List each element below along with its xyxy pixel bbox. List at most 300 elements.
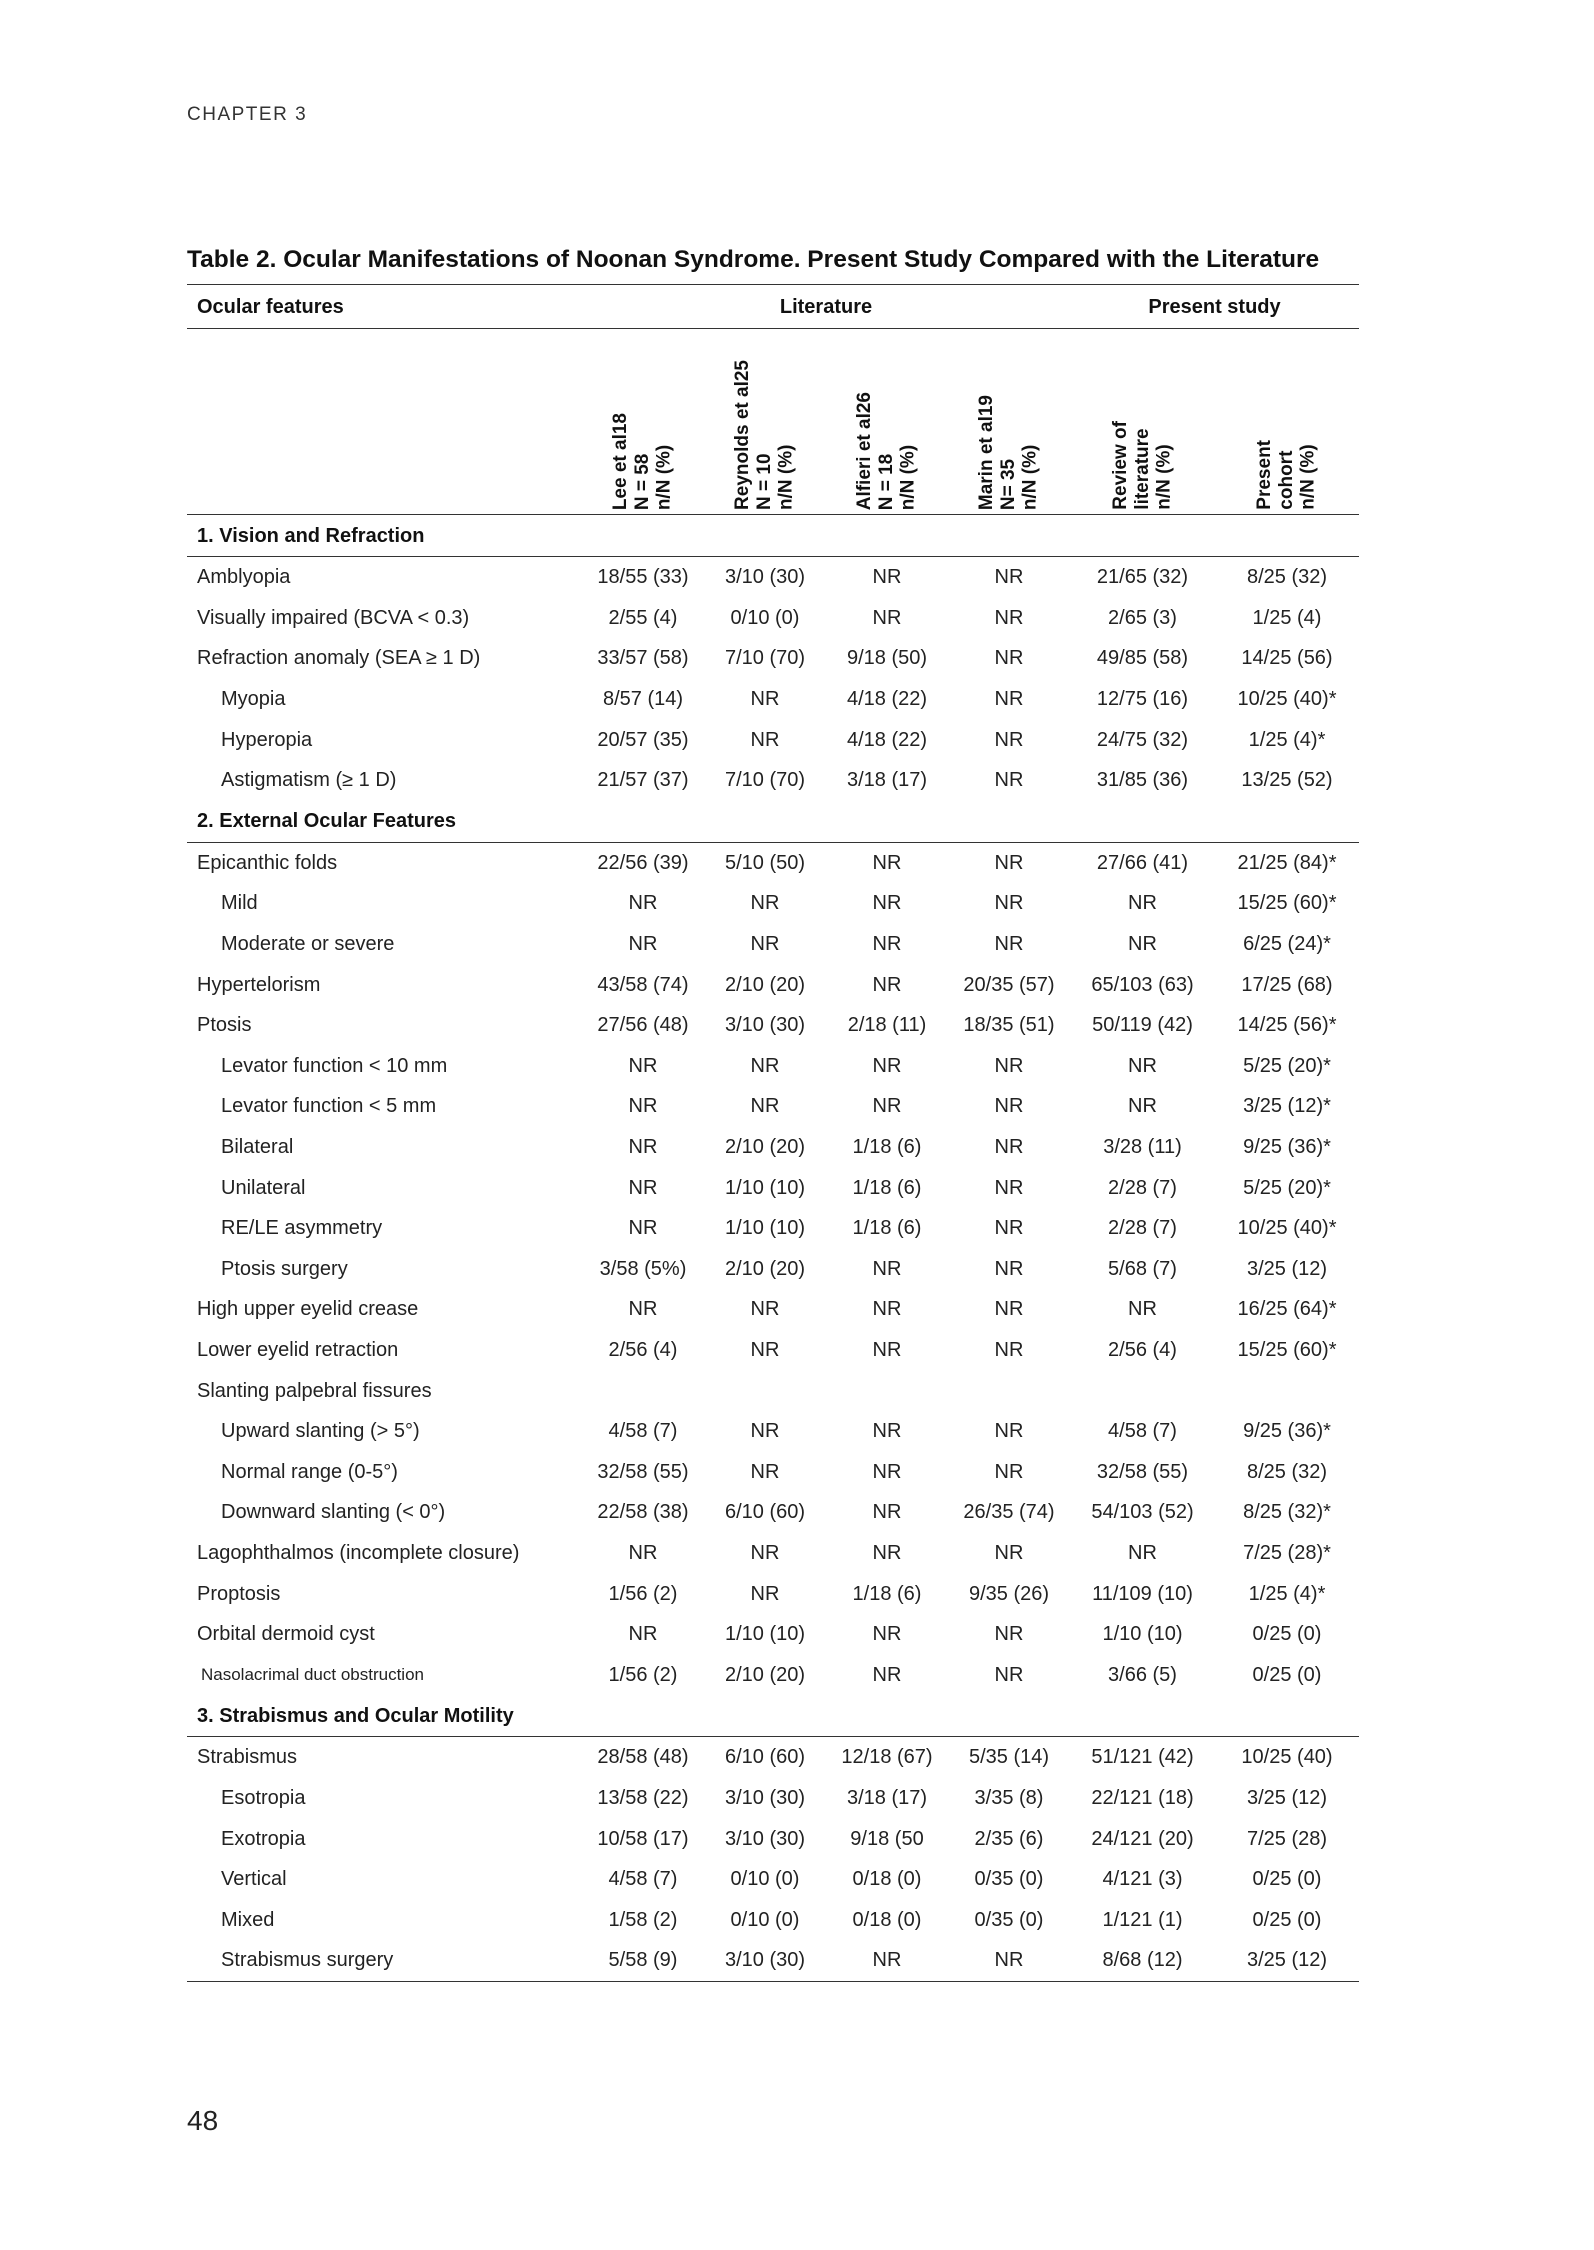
- ocular-manifestations-table: [187, 284, 1359, 1982]
- cell-present: 14/25 (56): [1241, 647, 1333, 670]
- row-label: Strabismus: [197, 1746, 298, 1769]
- row-label: Mild: [221, 892, 258, 915]
- cell-lee: [582, 1370, 704, 1411]
- row-label: Astigmatism (≥ 1 D): [221, 769, 397, 792]
- cell-marin: NR: [994, 1663, 1024, 1686]
- cell-present: 3/25 (12): [1246, 1786, 1328, 1809]
- cell-alfieri: NR: [872, 851, 902, 874]
- cell-marin: NR: [994, 933, 1024, 956]
- cell-marin: NR: [994, 851, 1024, 874]
- cell-reynolds: 2/10 (20): [724, 1257, 806, 1280]
- cell-review: 65/103 (63): [1091, 973, 1194, 996]
- cell-review: NR: [1128, 1541, 1157, 1564]
- column-header-line: N = 58: [632, 453, 654, 510]
- cell-review: 11/109 (10): [1092, 1582, 1193, 1605]
- table-row: [187, 924, 1359, 965]
- column-header-line: n/N (%): [897, 444, 919, 510]
- cell-lee: 10/58 (17): [597, 1827, 689, 1850]
- row-label: Lower eyelid retraction: [197, 1338, 399, 1361]
- cell-marin: 20/35 (57): [963, 973, 1055, 996]
- column-header-line: Alfieri et al26: [854, 391, 876, 510]
- cell-alfieri: [826, 1370, 948, 1411]
- cell-lee: 1/56 (2): [608, 1663, 678, 1686]
- cell-lee: 27/56 (48): [597, 1014, 689, 1037]
- table-row: [187, 1005, 1359, 1046]
- row-label: Ptosis surgery: [221, 1257, 348, 1280]
- table-row: [187, 1899, 1359, 1940]
- table-row: [187, 1573, 1359, 1614]
- cell-present: 10/25 (40)*: [1237, 688, 1337, 711]
- cell-review: 31/85 (36): [1096, 769, 1189, 792]
- table-row: [187, 1249, 1359, 1290]
- cell-present: 15/25 (60)*: [1237, 892, 1337, 915]
- cell-marin: 9/35 (26): [968, 1582, 1050, 1605]
- table-row: [187, 883, 1359, 924]
- cell-review: NR: [1128, 1054, 1157, 1077]
- cell-review: 2/28 (7): [1108, 1176, 1177, 1199]
- cell-lee: NR: [628, 1217, 658, 1240]
- table-row: [187, 638, 1359, 679]
- column-header-review: [1070, 329, 1215, 515]
- cell-lee: 5/58 (9): [582, 1940, 704, 1981]
- cell-lee: NR: [628, 1623, 658, 1646]
- row-label: Upward slanting (> 5°): [221, 1420, 420, 1443]
- table-row: [187, 1859, 1359, 1900]
- cell-alfieri: NR: [872, 1623, 902, 1646]
- cell-alfieri: NR: [872, 973, 902, 996]
- cell-present: 1/25 (4): [1252, 606, 1322, 629]
- cell-reynolds: NR: [750, 688, 780, 711]
- cell-reynolds: 3/10 (30): [724, 1827, 806, 1850]
- cell-present: 8/25 (32): [1246, 1460, 1328, 1483]
- cell-reynolds: 3/10 (30): [704, 1940, 826, 1981]
- cell-marin: 0/35 (0): [974, 1908, 1044, 1931]
- cell-review: 27/66 (41): [1096, 851, 1189, 874]
- cell-review: NR: [1128, 892, 1157, 915]
- table-body: [187, 515, 1359, 1982]
- table-row: [187, 1208, 1359, 1249]
- cell-review: 3/66 (5): [1108, 1663, 1177, 1686]
- column-header-line: n/N (%): [653, 444, 675, 510]
- cell-alfieri: 0/18 (0): [852, 1868, 922, 1891]
- cell-alfieri: 4/18 (22): [846, 728, 928, 751]
- cell-present: 3/25 (12)*: [1243, 1095, 1331, 1118]
- cell-lee: 28/58 (48): [597, 1746, 689, 1769]
- cell-present: 0/25 (0): [1252, 1623, 1322, 1646]
- column-header-line: n/N (%): [1153, 444, 1175, 510]
- cell-lee: NR: [628, 933, 658, 956]
- section-header-row: [187, 801, 1359, 843]
- cell-present: 6/25 (24)*: [1243, 933, 1331, 956]
- cell-alfieri: NR: [872, 933, 902, 956]
- column-header-marin: [948, 329, 1070, 515]
- cell-present: 5/25 (20)*: [1243, 1054, 1331, 1077]
- table-row: [187, 679, 1359, 720]
- row-label: Lagophthalmos (incomplete closure): [197, 1541, 520, 1564]
- cell-marin: 0/35 (0): [974, 1868, 1044, 1891]
- cell-marin: [948, 1370, 1070, 1411]
- table-row: [187, 1492, 1359, 1533]
- cell-alfieri: NR: [872, 1460, 902, 1483]
- cell-lee: NR: [628, 1136, 658, 1159]
- cell-lee: 1/56 (2): [608, 1582, 678, 1605]
- cell-review: 54/103 (52): [1091, 1501, 1194, 1524]
- cell-reynolds: NR: [750, 1420, 780, 1443]
- cell-review: NR: [1128, 1095, 1157, 1118]
- cell-present: 13/25 (52): [1241, 769, 1333, 792]
- header-literature: Literature: [582, 285, 1070, 329]
- header-ocular-features: Ocular features: [187, 285, 582, 329]
- cell-lee: NR: [628, 892, 658, 915]
- cell-present: 9/25 (36)*: [1243, 1136, 1331, 1159]
- cell-reynolds: NR: [750, 892, 780, 915]
- cell-review: 1/10 (10): [1102, 1623, 1183, 1646]
- cell-marin: NR: [994, 688, 1024, 711]
- row-label: Refraction anomaly (SEA ≥ 1 D): [197, 647, 481, 670]
- cell-reynolds: 2/10 (20): [724, 973, 806, 996]
- cell-lee: NR: [628, 1095, 658, 1118]
- cell-reynolds: NR: [750, 1460, 780, 1483]
- table-row: [187, 1533, 1359, 1574]
- cell-marin: 3/35 (8): [974, 1786, 1044, 1809]
- cell-reynolds: 1/10 (10): [724, 1217, 806, 1240]
- cell-review: 21/65 (32): [1096, 566, 1189, 589]
- cell-alfieri: 12/18 (67): [841, 1746, 933, 1769]
- cell-alfieri: NR: [872, 1257, 902, 1280]
- table-row: [187, 1411, 1359, 1452]
- cell-present: 0/25 (0): [1252, 1908, 1322, 1931]
- cell-marin: NR: [994, 1460, 1024, 1483]
- cell-reynolds: NR: [750, 1054, 780, 1077]
- row-label: Amblyopia: [197, 566, 291, 589]
- cell-present: 5/25 (20)*: [1243, 1176, 1331, 1199]
- cell-reynolds: [704, 1370, 826, 1411]
- cell-review: 50/119 (42): [1092, 1014, 1193, 1037]
- row-label: Proptosis: [197, 1582, 281, 1605]
- cell-present: 3/25 (12): [1215, 1940, 1359, 1981]
- cell-marin: NR: [994, 892, 1024, 915]
- cell-present: 0/25 (0): [1252, 1663, 1322, 1686]
- cell-reynolds: NR: [750, 1541, 780, 1564]
- cell-reynolds: 1/10 (10): [724, 1176, 806, 1199]
- cell-present: 7/25 (28): [1246, 1827, 1328, 1850]
- cell-alfieri: 9/18 (50): [846, 647, 928, 670]
- cell-marin: NR: [994, 769, 1024, 792]
- section-title: 2. External Ocular Features: [187, 801, 1359, 843]
- row-label: Levator function < 5 mm: [221, 1095, 437, 1118]
- cell-review: 2/56 (4): [1108, 1338, 1177, 1361]
- cell-reynolds: NR: [750, 1338, 780, 1361]
- page-number: 48: [187, 2105, 219, 2136]
- cell-present: 8/25 (32): [1246, 566, 1328, 589]
- row-label: High upper eyelid crease: [197, 1298, 419, 1321]
- cell-lee: NR: [628, 1176, 658, 1199]
- cell-alfieri: NR: [872, 1501, 902, 1524]
- row-label: Hypertelorism: [197, 973, 321, 996]
- cell-review: 2/65 (3): [1108, 606, 1177, 629]
- cell-review: NR: [1128, 1298, 1157, 1321]
- row-label: Normal range (0-5°): [221, 1460, 398, 1483]
- cell-present: 21/25 (84)*: [1237, 851, 1337, 874]
- table-row: [187, 1127, 1359, 1168]
- cell-alfieri: 2/18 (11): [847, 1014, 927, 1037]
- cell-alfieri: NR: [872, 1095, 902, 1118]
- cell-alfieri: NR: [872, 892, 902, 915]
- row-label: Ptosis: [197, 1014, 252, 1037]
- cell-lee: 18/55 (33): [597, 566, 689, 589]
- column-header-line: Lee et al18: [610, 412, 632, 510]
- cell-reynolds: 3/10 (30): [724, 566, 806, 589]
- cell-reynolds: 0/10 (0): [730, 1868, 800, 1891]
- cell-lee: 1/58 (2): [608, 1908, 678, 1931]
- cell-alfieri: 3/18 (17): [846, 1786, 928, 1809]
- row-label: Unilateral: [221, 1176, 306, 1199]
- cell-alfieri: NR: [872, 606, 902, 629]
- cell-present: 7/25 (28)*: [1243, 1541, 1331, 1564]
- column-header-lee: [582, 329, 704, 515]
- cell-marin: NR: [994, 1420, 1024, 1443]
- table-container: [187, 284, 1359, 1982]
- cell-reynolds: NR: [750, 728, 780, 751]
- cell-alfieri: 1/18 (6): [852, 1136, 922, 1159]
- row-label: Exotropia: [221, 1827, 306, 1850]
- cell-review: 49/85 (58): [1096, 647, 1189, 670]
- cell-lee: NR: [628, 1298, 658, 1321]
- cell-alfieri: 1/18 (6): [852, 1176, 922, 1199]
- row-label: Nasolacrimal duct obstruction: [201, 1665, 424, 1685]
- cell-review: 2/28 (7): [1108, 1217, 1177, 1240]
- row-label: Vertical: [221, 1868, 287, 1891]
- row-label: Levator function < 10 mm: [221, 1054, 448, 1077]
- cell-present: 9/25 (36)*: [1243, 1420, 1331, 1443]
- table-row: [187, 598, 1359, 639]
- cell-marin: NR: [994, 1136, 1024, 1159]
- cell-lee: 33/57 (58): [597, 647, 689, 670]
- cell-review: NR: [1128, 933, 1157, 956]
- cell-marin: 5/35 (14): [968, 1746, 1050, 1769]
- column-header-line: Reynolds et al25: [732, 360, 754, 510]
- cell-present: 8/25 (32)*: [1243, 1501, 1331, 1524]
- cell-marin: NR: [994, 1176, 1024, 1199]
- cell-present: 1/25 (4)*: [1248, 728, 1326, 751]
- cell-review: 4/121 (3): [1102, 1868, 1183, 1891]
- cell-reynolds: 7/10 (70): [724, 769, 806, 792]
- cell-present: [1215, 1370, 1359, 1411]
- column-header-line: cohort: [1276, 450, 1298, 510]
- table-caption: Table 2. Ocular Manifestations of Noonan Syndrome. Present Study Compared with the Literature: [187, 246, 1320, 273]
- cell-marin: 26/35 (74): [963, 1501, 1055, 1524]
- cell-alfieri: NR: [872, 566, 902, 589]
- column-header-alfieri: [826, 329, 948, 515]
- cell-reynolds: 3/10 (30): [724, 1014, 806, 1037]
- cell-lee: 4/58 (7): [608, 1868, 678, 1891]
- group-header-row: [187, 285, 1359, 329]
- cell-marin: NR: [994, 566, 1024, 589]
- cell-alfieri: 1/18 (6): [852, 1582, 922, 1605]
- table-row: [187, 1046, 1359, 1087]
- cell-review: 5/68 (7): [1108, 1257, 1177, 1280]
- cell-lee: 22/58 (38): [597, 1501, 689, 1524]
- cell-alfieri: 4/18 (22): [846, 688, 928, 711]
- table-row: [187, 964, 1359, 1005]
- table-row: [187, 557, 1359, 598]
- cell-review: 3/28 (11): [1103, 1136, 1182, 1159]
- cell-lee: 3/58 (5%): [599, 1257, 687, 1280]
- cell-present: 10/25 (40): [1241, 1746, 1333, 1769]
- row-label: Slanting palpebral fissures: [197, 1379, 432, 1402]
- cell-reynolds: 3/10 (30): [724, 1786, 806, 1809]
- cell-review: 4/58 (7): [1108, 1420, 1177, 1443]
- cell-lee: 13/58 (22): [597, 1786, 689, 1809]
- column-header-line: n/N (%): [775, 444, 797, 510]
- table-row: [187, 1614, 1359, 1655]
- cell-lee: 21/57 (37): [597, 769, 689, 792]
- cell-reynolds: NR: [750, 933, 780, 956]
- cell-alfieri: 3/18 (17): [846, 769, 928, 792]
- cell-lee: 43/58 (74): [597, 973, 689, 996]
- row-label: Visually impaired (BCVA < 0.3): [197, 606, 470, 629]
- cell-reynolds: 0/10 (0): [730, 606, 800, 629]
- column-header-present: [1215, 329, 1359, 515]
- cell-review: 51/121 (42): [1091, 1746, 1194, 1769]
- column-header-line: Review of: [1109, 421, 1131, 510]
- cell-present: 0/25 (0): [1252, 1868, 1322, 1891]
- cell-alfieri: NR: [872, 1298, 902, 1321]
- table-row: [187, 1818, 1359, 1859]
- cell-review: 24/75 (32): [1096, 728, 1189, 751]
- cell-marin: NR: [994, 647, 1024, 670]
- table-row: [187, 1737, 1359, 1778]
- column-header-line: N = 18: [876, 453, 898, 510]
- cell-reynolds: 2/10 (20): [724, 1136, 806, 1159]
- column-header-line: literature: [1131, 428, 1153, 510]
- cell-lee: 32/58 (55): [597, 1460, 689, 1483]
- column-header-line: N= 35: [998, 458, 1020, 510]
- cell-marin: NR: [994, 1095, 1024, 1118]
- cell-alfieri: NR: [872, 1338, 902, 1361]
- cell-marin: NR: [994, 1257, 1024, 1280]
- cell-marin: NR: [994, 1623, 1024, 1646]
- row-label: Myopia: [221, 688, 286, 711]
- table-row: [187, 1086, 1359, 1127]
- row-label: Strabismus surgery: [187, 1940, 582, 1981]
- cell-alfieri: 0/18 (0): [852, 1908, 922, 1931]
- cell-present: 10/25 (40)*: [1237, 1217, 1337, 1240]
- row-label: Orbital dermoid cyst: [197, 1623, 375, 1646]
- cell-marin: NR: [994, 606, 1024, 629]
- cell-review: 22/121 (18): [1091, 1786, 1194, 1809]
- table-row: [187, 842, 1359, 883]
- cell-alfieri: NR: [872, 1663, 902, 1686]
- column-header-line: n/N (%): [1019, 444, 1041, 510]
- cell-reynolds: 2/10 (20): [724, 1663, 806, 1686]
- row-label: Moderate or severe: [221, 933, 395, 956]
- row-label: Bilateral: [221, 1136, 294, 1159]
- section-title: 1. Vision and Refraction: [187, 515, 1359, 557]
- table-row: [187, 1289, 1359, 1330]
- cell-lee: NR: [628, 1054, 658, 1077]
- cell-present: 16/25 (64)*: [1237, 1298, 1337, 1321]
- cell-marin: NR: [994, 728, 1024, 751]
- table-row: [187, 1654, 1359, 1695]
- cell-marin: NR: [994, 1054, 1024, 1077]
- header-present-study: Present study: [1070, 285, 1359, 329]
- cell-marin: NR: [994, 1541, 1024, 1564]
- column-header-line: N = 10: [754, 453, 776, 510]
- column-header-line: n/N (%): [1297, 444, 1319, 510]
- cell-lee: 22/56 (39): [597, 851, 689, 874]
- cell-lee: 8/57 (14): [602, 688, 684, 711]
- cell-review: 8/68 (12): [1070, 1940, 1215, 1981]
- cell-marin: NR: [994, 1338, 1024, 1361]
- column-header-row: [187, 329, 1359, 515]
- table-row: [187, 1370, 1359, 1411]
- cell-alfieri: NR: [872, 1054, 902, 1077]
- cell-present: 15/25 (60)*: [1237, 1338, 1337, 1361]
- cell-review: [1070, 1370, 1215, 1411]
- column-header-line: Present: [1254, 440, 1276, 510]
- cell-reynolds: NR: [750, 1298, 780, 1321]
- cell-review: 1/121 (1): [1102, 1908, 1183, 1931]
- row-label: Downward slanting (< 0°): [221, 1501, 446, 1524]
- cell-alfieri: NR: [826, 1940, 948, 1981]
- section-title: 3. Strabismus and Ocular Motility: [187, 1695, 1359, 1737]
- row-label: RE/LE asymmetry: [221, 1217, 383, 1240]
- table-row: [187, 1330, 1359, 1371]
- table-row: [187, 1451, 1359, 1492]
- row-label: Esotropia: [221, 1786, 306, 1809]
- table-row: [187, 1778, 1359, 1819]
- cell-marin: 2/35 (6): [974, 1827, 1044, 1850]
- cell-alfieri: NR: [872, 1541, 902, 1564]
- section-header-row: [187, 1695, 1359, 1737]
- cell-marin: NR: [948, 1940, 1070, 1981]
- cell-marin: NR: [994, 1217, 1024, 1240]
- cell-lee: NR: [628, 1541, 658, 1564]
- row-label: Hyperopia: [221, 728, 313, 751]
- cell-present: 14/25 (56)*: [1237, 1014, 1337, 1037]
- cell-lee: 4/58 (7): [608, 1420, 678, 1443]
- cell-reynolds: 6/10 (60): [724, 1501, 806, 1524]
- cell-reynolds: 1/10 (10): [724, 1623, 806, 1646]
- row-label: Mixed: [221, 1908, 275, 1931]
- cell-alfieri: 9/18 (50: [850, 1827, 924, 1850]
- cell-reynolds: 0/10 (0): [730, 1908, 800, 1931]
- cell-review: 12/75 (16): [1096, 688, 1189, 711]
- cell-lee: 2/55 (4): [608, 606, 678, 629]
- table-row: [187, 719, 1359, 760]
- table-row: [187, 760, 1359, 801]
- cell-reynolds: NR: [750, 1095, 780, 1118]
- column-header-reynolds: [704, 329, 826, 515]
- cell-marin: NR: [994, 1298, 1024, 1321]
- column-header-line: Marin et al19: [976, 394, 998, 510]
- cell-marin: 18/35 (51): [963, 1014, 1055, 1037]
- row-label: Epicanthic folds: [197, 851, 338, 874]
- cell-reynolds: 5/10 (50): [724, 851, 806, 874]
- cell-reynolds: 6/10 (60): [724, 1746, 806, 1769]
- column-header-blank: [187, 329, 582, 515]
- cell-present: 17/25 (68): [1241, 973, 1333, 996]
- cell-present: 3/25 (12): [1246, 1257, 1328, 1280]
- cell-reynolds: NR: [750, 1582, 780, 1605]
- cell-reynolds: 7/10 (70): [724, 647, 806, 670]
- table-row: [187, 1940, 1359, 1981]
- cell-review: 24/121 (20): [1091, 1827, 1194, 1850]
- cell-review: 32/58 (55): [1096, 1460, 1189, 1483]
- table-row: [187, 1167, 1359, 1208]
- cell-present: 1/25 (4)*: [1248, 1582, 1326, 1605]
